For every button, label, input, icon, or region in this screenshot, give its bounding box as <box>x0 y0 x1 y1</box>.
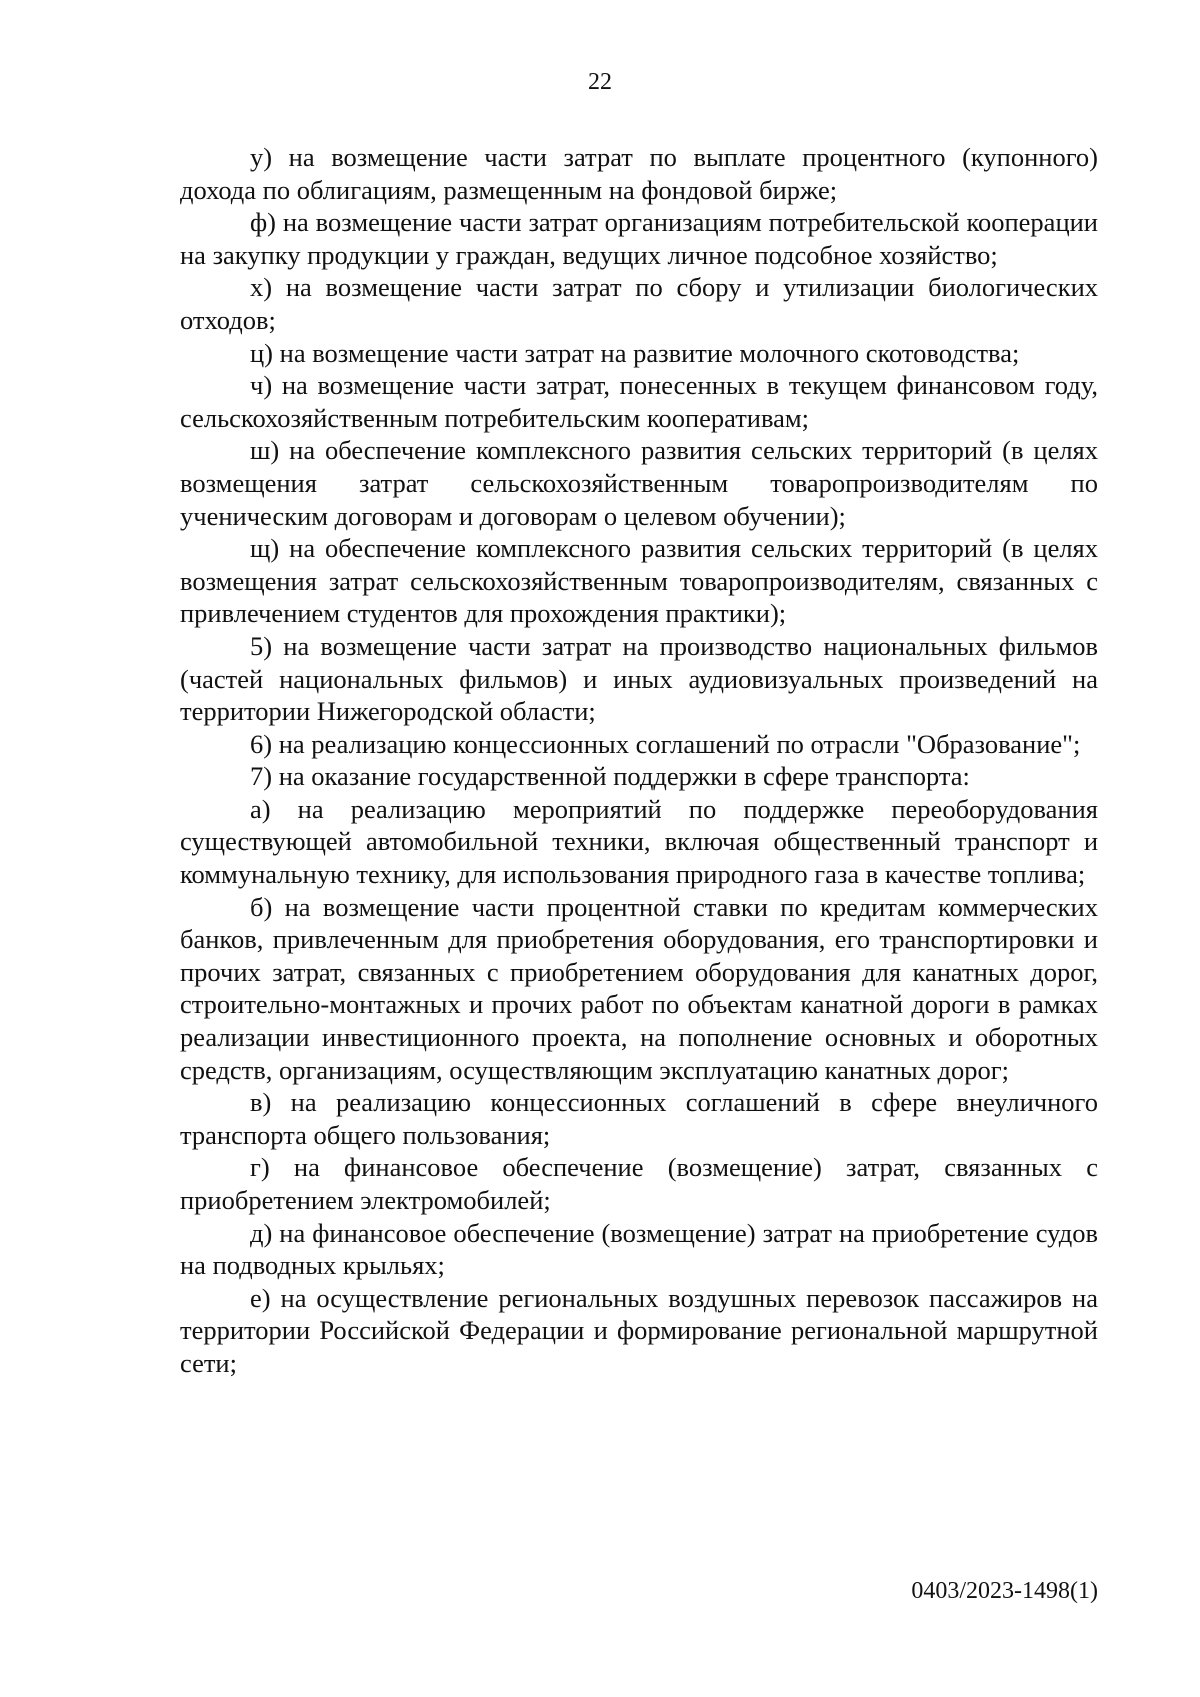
document-registration-code: 0403/2023-1498(1) <box>911 1578 1098 1604</box>
paragraph-b: б) на возмещение части процентной ставки по кредитам коммерческих банков, привлеченным для приобретения оборудования, его транспортировки и прочих затрат, связанных с приобретением оборудования для канатных дорог, строительно-монтажных и прочих работ по объектам канатной дороги в рамках реализации инвестиционного проекта, на пополнение основных и оборотных средств, организациям, осуществляющим эксплуатацию канатных дорог; <box>180 891 1098 1085</box>
paragraph-6: 6) на реализацию концессионных соглашений по отрасли "Образование"; <box>250 728 1081 759</box>
document-body <box>180 141 1098 1380</box>
paragraph-ch: ч) на возмещение части затрат, понесенных в текущем финансовом году, сельскохозяйственным потребительским кооперативам; <box>180 370 1098 433</box>
paragraph-ts: ц) на возмещение части затрат на развитие молочного скотоводства; <box>250 337 1020 368</box>
paragraph-u: у) на возмещение части затрат по выплате процентного (купонного) дохода по облигациям, размещенным на фондовой бирже; <box>180 142 1098 205</box>
paragraph-d: д) на финансовое обеспечение (возмещение) затрат на приобретение судов на подводных крыльях; <box>180 1217 1098 1281</box>
paragraph-v: в) на реализацию концессионных соглашений в сфере внеуличного транспорта общего пользования; <box>180 1087 1098 1150</box>
paragraph-5: 5) на возмещение части затрат на производство национальных фильмов (частей национальных фильмов) и иных аудиовизуальных произведений на территории Нижегородской области; <box>180 630 1098 727</box>
paragraph-a: а) на реализацию мероприятий по поддержке переоборудования существующей автомобильной техники, включая общественный транспорт и коммунальную технику, для использования природного газа в качестве топлива; <box>180 793 1098 890</box>
paragraph-e: е) на осуществление региональных воздушных перевозок пассажиров на территории Российской Федерации и формирование региональной маршрутной сети; <box>180 1282 1098 1378</box>
paragraph-shch: щ) на обеспечение комплексного развития сельских территорий (в целях возмещения затрат сельскохозяйственным товаропроизводителям, связанных с привлечением студентов для прохождения практики); <box>180 533 1098 629</box>
paragraph-kh: х) на возмещение части затрат по сбору и утилизации биологических отходов; <box>180 272 1098 335</box>
page-number: 22 <box>588 69 612 95</box>
paragraph-g: г) на финансовое обеспечение (возмещение) затрат, связанных с приобретением электромобилей; <box>180 1152 1098 1215</box>
paragraph-f: ф) на возмещение части затрат организациям потребительской кооперации на закупку продукции у граждан, ведущих личное подсобное хозяйство; <box>180 207 1098 270</box>
paragraph-sh: ш) на обеспечение комплексного развития сельских территорий (в целях возмещения затрат сельскохозяйственным товаропроизводителям по ученическим договорам и договорам о целевом обучении); <box>180 435 1098 531</box>
paragraph-7: 7) на оказание государственной поддержки в сфере транспорта: <box>250 761 970 792</box>
